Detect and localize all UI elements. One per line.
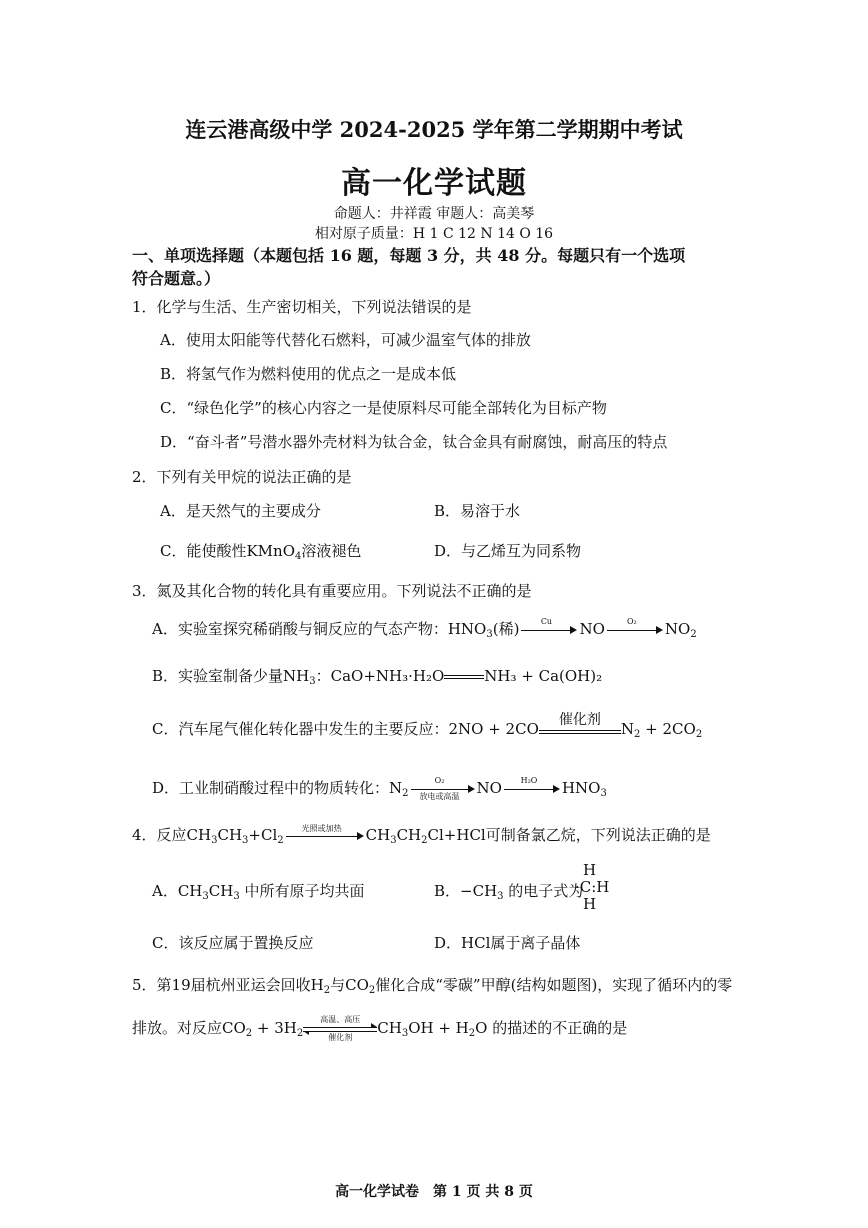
formula: NO [664, 620, 691, 638]
formula: N [389, 779, 403, 797]
question-5-stem [132, 974, 732, 996]
subscript: 3 [600, 788, 607, 799]
arrow-condition: O₂ [627, 617, 637, 626]
question-3-option-d [152, 777, 607, 799]
reaction-arrow [411, 776, 475, 801]
arrow-condition: 光照或加热 [301, 824, 342, 833]
option-text: C．汽车尾气催化转化器中发生的主要反应： [152, 720, 449, 738]
subscript: 2 [402, 788, 409, 799]
stem-text: O 的描述的不正确的是 [475, 1019, 628, 1037]
question-5-stem-cont [132, 1015, 628, 1042]
lewis-top: H [583, 861, 597, 879]
subscript: 2 [634, 729, 641, 740]
subscript: 3 [242, 835, 249, 846]
question-1-option-d: D．“奋斗者”号潜水器外壳材料为钛合金，钛合金具有耐腐蚀，耐高压的特点 [160, 433, 668, 451]
question-3-option-b [152, 665, 602, 687]
arrow-condition: 放电或高温 [419, 792, 460, 801]
subscript: 3 [390, 835, 397, 846]
subscript: 2 [468, 1028, 476, 1039]
subscript: 2 [368, 985, 376, 996]
subscript: 2 [695, 729, 703, 740]
option-text: A．实验室探究稀硝酸与铜反应的气态产物： [152, 620, 448, 638]
formula: NO [579, 620, 605, 638]
question-1-option-b: B．将氢气作为燃料使用的优点之一是成本低 [160, 365, 457, 383]
question-1-option-c: C．“绿色化学”的核心内容之一是使原料尽可能全部转化为目标产物 [160, 399, 607, 417]
stem-text: 催化合成“零碳”甲醇(结构如题图)，实现了循环内的零 [375, 976, 733, 994]
formula: CH [365, 826, 391, 844]
question-4-option-c: C．该反应属于置换反应 [152, 934, 314, 952]
question-4-option-b [434, 880, 583, 902]
formula: CH [377, 1019, 402, 1037]
subscript: 3 [233, 891, 240, 902]
question-2-option-b: B．易溶于水 [434, 502, 521, 520]
subscript: 3 [211, 835, 218, 846]
stem-text: Cl+HCl可制备氯乙烷，下列说法正确的是 [427, 826, 711, 844]
formula: CH [208, 882, 234, 900]
option-text: A．CH [152, 882, 203, 900]
question-1-stem: 1．化学与生活、生产密切相关，下列说法错误的是 [132, 298, 472, 316]
arrow-condition: 催化剂 [328, 1033, 353, 1042]
section-heading: 一、单项选择题（本题包括 16 题，每题 3 分，共 48 分。每题只有一个选项 [132, 246, 686, 265]
question-1-option-a: A．使用太阳能等代替化石燃料，可减少温室气体的排放 [160, 331, 531, 349]
question-3-stem: 3．氮及其化合物的转化具有重要应用。下列说法不正确的是 [132, 582, 532, 600]
arrow-condition: 高温、高压 [320, 1015, 361, 1024]
formula: N [620, 720, 634, 738]
subscript: 3 [401, 1028, 409, 1039]
subscript: 3 [486, 629, 493, 640]
option-text: 的电子式为 [503, 882, 584, 900]
stem-text: 5．第19届杭州亚运会回收H [132, 976, 324, 994]
formula: ：CaO+NH₃·H₂O [315, 667, 445, 685]
question-2-option-d: D．与乙烯互为同系物 [434, 542, 582, 560]
subscript: 2 [245, 1028, 253, 1039]
formula: OH + H [408, 1019, 469, 1037]
formula: + 2CO [640, 720, 696, 738]
question-4-stem [132, 824, 711, 846]
formula: NO [476, 779, 502, 797]
atomic-mass-line: 相对原子质量：H 1 C 12 N 14 O 16 [314, 226, 554, 242]
arrow-condition: O₂ [434, 776, 445, 785]
subscript: 2 [277, 835, 284, 846]
option-text: B．实验室制备少量NH [152, 667, 310, 685]
question-2-stem: 2．下列有关甲烷的说法正确的是 [132, 468, 352, 486]
question-3-option-a [152, 618, 697, 640]
formula: NH₃ + Ca(OH)₂ [484, 667, 603, 685]
subscript: 3 [497, 891, 504, 902]
arrow-condition: H₂O [520, 776, 538, 785]
catalyst-equals [539, 712, 621, 739]
lewis-bottom: H [583, 895, 597, 913]
reaction-arrow [607, 617, 663, 637]
equals-sign [444, 672, 484, 682]
formula: (稀) [492, 620, 520, 638]
reversible-arrow [303, 1015, 377, 1042]
formula: HNO [447, 620, 487, 638]
subscript: 2 [323, 985, 331, 996]
page-footer: 高一化学试卷 第 1 页 共 8 页 [335, 1184, 533, 1200]
question-2-option-c [160, 540, 361, 562]
subscript: 4 [295, 551, 302, 562]
stem-text: 4．反应CH [132, 826, 212, 844]
formula: CH [217, 826, 243, 844]
formula: + 3H [252, 1019, 297, 1037]
question-4-option-a [152, 880, 365, 902]
reaction-arrow [504, 776, 560, 796]
formula: CH [396, 826, 422, 844]
subscript: 3 [309, 676, 316, 687]
exam-authors: 命题人：井祥霞 审题人：高美琴 [333, 206, 535, 222]
question-3-option-c [152, 712, 703, 740]
stem-text: 与CO [330, 976, 369, 994]
option-text: D．工业制硝酸过程中的物质转化： [152, 779, 390, 797]
question-2-option-a: A．是天然气的主要成分 [160, 502, 321, 520]
subscript: 3 [202, 891, 209, 902]
methyl-electron-formula [575, 861, 610, 913]
stem-text: 排放。对反应CO [132, 1019, 246, 1037]
formula: HNO [561, 779, 601, 797]
reaction-arrow [521, 617, 577, 637]
option-text: B．−CH [434, 882, 498, 900]
option-text: C．能使酸性KMnO [160, 542, 296, 560]
section-heading-cont: 符合题意。） [132, 269, 221, 288]
option-text: 中所有原子均共面 [239, 882, 365, 900]
subscript: 2 [296, 1028, 304, 1039]
question-4-option-d: D．HCl属于离子晶体 [434, 934, 581, 952]
lewis-mid: ·C:H [575, 878, 610, 896]
subscript: 2 [421, 835, 428, 846]
arrow-condition: 催化剂 [558, 712, 601, 728]
exam-subtitle: 高一化学试题 [341, 166, 527, 201]
formula: +Cl [248, 826, 278, 844]
arrow-condition: Cu [540, 617, 553, 626]
subscript: 2 [690, 629, 697, 640]
option-text: 溶液褪色 [301, 542, 362, 560]
exam-title: 连云港高级中学 2024-2025 学年第二学期期中考试 [185, 117, 683, 142]
formula: 2NO + 2CO [448, 720, 539, 738]
reaction-arrow [286, 824, 364, 843]
